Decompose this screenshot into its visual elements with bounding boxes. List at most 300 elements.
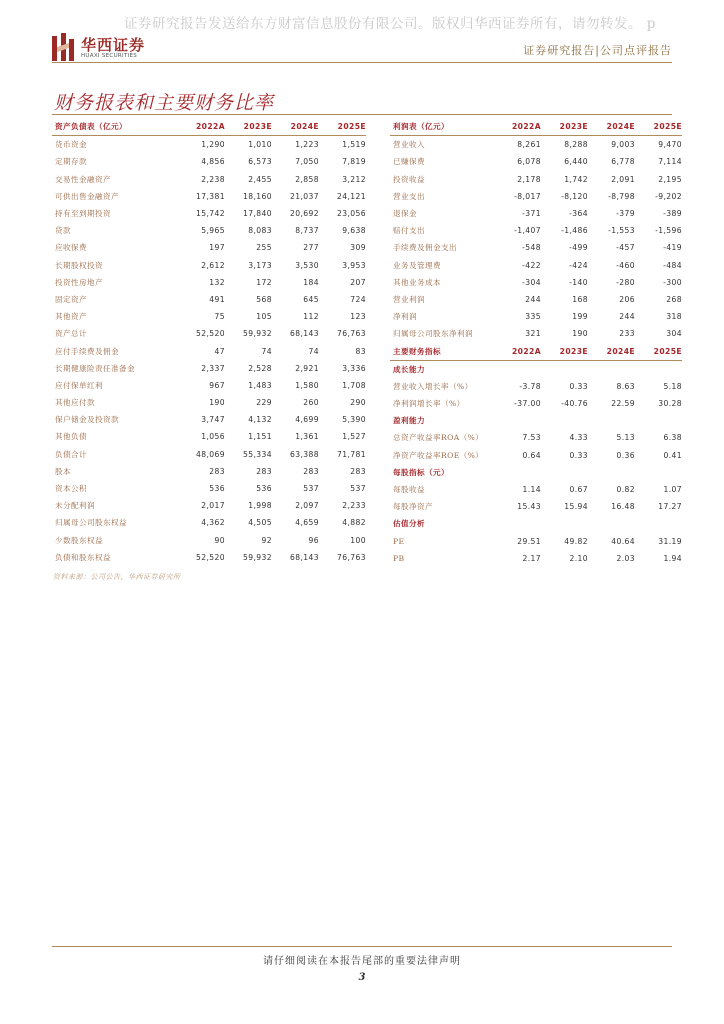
table-row [390, 378, 682, 395]
cell-value: 283 [350, 466, 366, 476]
cell-value: 6,573 [248, 157, 272, 167]
cell-value: -8,120 [561, 191, 588, 201]
cell-value: 283 [303, 466, 319, 476]
cell-value: 76,763 [337, 552, 366, 562]
cell-value: -8,798 [608, 191, 635, 201]
cell-value: 536 [209, 484, 225, 494]
cell-value: -8,017 [514, 191, 541, 201]
row-label: PB [393, 553, 405, 563]
row-label: 总资产收益率ROA（%） [393, 433, 484, 443]
table-row [52, 428, 366, 445]
cell-value: -379 [616, 209, 635, 219]
footer-divider [52, 946, 672, 947]
cell-value: 3,530 [295, 260, 319, 270]
cell-value: 0.36 [616, 450, 635, 460]
table-row [52, 136, 366, 154]
cell-value: 7,819 [342, 157, 366, 167]
cell-value: 2,921 [295, 363, 319, 373]
cell-value: 40.64 [611, 536, 635, 546]
table-row [52, 411, 366, 428]
legal-disclaimer: 请仔细阅读在本报告尾部的重要法律声明 [263, 956, 461, 967]
cell-value: 2023E [541, 342, 588, 360]
cell-value: 30.28 [658, 399, 682, 409]
cell-value: -37.00 [514, 399, 541, 409]
cell-value: 1,483 [248, 380, 272, 390]
row-label: 业务及管理费 [393, 260, 441, 270]
cell-value: 0.82 [616, 485, 635, 495]
cell-value: 335 [525, 312, 541, 322]
table-row [390, 153, 682, 170]
cell-value: 7,114 [658, 157, 682, 167]
cell-value: 112 [303, 312, 319, 322]
table-row [390, 429, 682, 446]
row-label: 其他应付款 [55, 398, 95, 408]
cell-value: -140 [569, 277, 588, 287]
row-label: 长期股权投资 [55, 260, 103, 270]
row-label: 其他业务成本 [393, 277, 441, 287]
row-label: 可供出售金融资产 [55, 191, 119, 201]
row-label: 应收保费 [55, 243, 87, 253]
cell-value: 18,160 [243, 191, 272, 201]
row-label: 归属母公司股东净利润 [393, 329, 473, 339]
watermark-text: 证券研究报告发送给东方财富信息股份有限公司。版权归华西证券所有，请勿转发。 p [124, 16, 656, 32]
cell-value: 17,381 [196, 191, 225, 201]
cell-value: 23,056 [337, 209, 366, 219]
table-row [52, 171, 366, 188]
cell-value: 233 [619, 329, 635, 339]
cell-value: 491 [209, 294, 225, 304]
table-row [52, 463, 366, 480]
page-number: 3 [358, 972, 366, 983]
cell-value: 2023E [541, 118, 588, 136]
cell-value: 90 [214, 535, 225, 545]
cell-value: 2.10 [569, 553, 588, 563]
cell-value: 100 [350, 535, 366, 545]
row-label: PE [393, 536, 405, 546]
table-row [390, 171, 682, 188]
cell-value: 0.41 [663, 450, 682, 460]
table-row [52, 205, 366, 222]
cell-value: 6.38 [663, 433, 682, 443]
table-header [52, 118, 366, 136]
table-row [390, 188, 682, 205]
section-label: 成长能力 [393, 364, 425, 374]
cell-value: 16.48 [611, 502, 635, 512]
section-label: 每股指标（元） [393, 467, 449, 477]
cell-value: 568 [256, 294, 272, 304]
cell-value: 168 [572, 294, 588, 304]
row-label: 营业收入增长率（%） [393, 381, 473, 391]
row-label: 利润表（亿元） [390, 118, 494, 136]
table-header [390, 118, 682, 136]
cell-value: 197 [209, 243, 225, 253]
cell-value: 2,238 [201, 174, 225, 184]
row-label: 应付保单红利 [55, 380, 103, 390]
cell-value: 55,334 [243, 449, 272, 459]
table-row [52, 274, 366, 291]
row-label: 净利润增长率（%） [393, 399, 465, 409]
row-label: 应付手续费及佣金 [55, 346, 119, 356]
cell-value: 83 [355, 346, 366, 356]
row-label: 赔付支出 [393, 226, 425, 236]
cell-value: 96 [308, 535, 319, 545]
cell-value: -364 [569, 209, 588, 219]
cell-value: 6,078 [517, 157, 541, 167]
table-row [52, 342, 366, 359]
row-label: 营业支出 [393, 191, 425, 201]
cell-value: -300 [663, 277, 682, 287]
cell-value: 2,017 [201, 501, 225, 511]
cell-value: -1,596 [655, 226, 682, 236]
cell-value: 537 [303, 484, 319, 494]
table-row [52, 291, 366, 308]
cell-value: 2,337 [201, 363, 225, 373]
table-row [390, 498, 682, 515]
logo-chinese-name: 华西证券 [81, 36, 146, 54]
cell-value: 20,692 [290, 209, 319, 219]
table-row [52, 394, 366, 411]
cell-value: 8.63 [616, 381, 635, 391]
cell-value: -280 [616, 277, 635, 287]
row-label: 固定资产 [55, 294, 87, 304]
row-label: 保户储金及投资款 [55, 415, 119, 425]
cell-value: 6,778 [611, 157, 635, 167]
table-row [390, 136, 682, 154]
cell-value: 7.53 [522, 433, 541, 443]
row-label: 持有至到期投资 [55, 209, 111, 219]
row-label: 每股收益 [393, 485, 425, 495]
company-logo [52, 33, 162, 63]
row-label: 负债和股东权益 [55, 552, 111, 562]
cell-value: 309 [350, 243, 366, 253]
row-label: 其他负债 [55, 432, 87, 442]
cell-value: 537 [350, 484, 366, 494]
cell-value: 2,455 [248, 174, 272, 184]
cell-value: -484 [663, 260, 682, 270]
cell-value: -424 [569, 260, 588, 270]
section-label: 盈利能力 [393, 416, 425, 426]
cell-value: -389 [663, 209, 682, 219]
cell-value: 1,223 [295, 140, 319, 150]
cell-value: 1,708 [342, 380, 366, 390]
cell-value: 5.18 [663, 381, 682, 391]
section-row [390, 360, 682, 378]
table-row [390, 550, 682, 567]
cell-value: 206 [619, 294, 635, 304]
cell-value: 2.17 [522, 553, 541, 563]
cell-value: 3,747 [201, 415, 225, 425]
cell-value: 59,932 [243, 329, 272, 339]
row-label: 资产总计 [55, 329, 87, 339]
cell-value: 52,520 [196, 552, 225, 562]
cell-value: 4,362 [201, 518, 225, 528]
cell-value: 17.27 [658, 502, 682, 512]
cell-value: -460 [616, 260, 635, 270]
section-row [390, 412, 682, 429]
balance-sheet-table [52, 118, 366, 566]
cell-value: 3,212 [342, 174, 366, 184]
cell-value: 63,388 [290, 449, 319, 459]
cell-value: -1,553 [608, 226, 635, 236]
cell-value: 105 [256, 312, 272, 322]
table-row [52, 480, 366, 497]
cell-value: 132 [209, 277, 225, 287]
row-label: 贷款 [55, 226, 71, 236]
cell-value: 283 [209, 466, 225, 476]
row-label: 货币资金 [55, 140, 87, 150]
table-row [390, 257, 682, 274]
cell-value: 290 [350, 398, 366, 408]
cell-value: 1,519 [342, 140, 366, 150]
cell-value: 2022A [178, 118, 225, 136]
row-label: 投资性房地产 [55, 277, 103, 287]
table-row [390, 481, 682, 498]
cell-value: 1,527 [342, 432, 366, 442]
cell-value: 4,856 [201, 157, 225, 167]
row-label: 营业利润 [393, 294, 425, 304]
cell-value: -1,407 [514, 226, 541, 236]
cell-value: 190 [209, 398, 225, 408]
cell-value: 2,195 [658, 174, 682, 184]
cell-value: 2,612 [201, 260, 225, 270]
cell-value: 0.67 [569, 485, 588, 495]
cell-value: 15.94 [564, 502, 588, 512]
cell-value: -371 [522, 209, 541, 219]
row-label: 归属母公司股东权益 [55, 518, 127, 528]
cell-value: 2025E [319, 118, 366, 136]
cell-value: 3,336 [342, 363, 366, 373]
row-label: 资产负债表（亿元） [52, 118, 178, 136]
table-row [52, 239, 366, 256]
table-row [390, 325, 682, 342]
source-note: 资料来源：公司公告，华西证券研究所 [53, 573, 181, 581]
table-row [390, 205, 682, 222]
cell-value: 0.33 [569, 450, 588, 460]
row-label: 负债合计 [55, 449, 87, 459]
cell-value: 1,151 [248, 432, 272, 442]
cell-value: 1.14 [522, 485, 541, 495]
cell-value: 52,520 [196, 329, 225, 339]
section-title: 财务报表和主要财务比率 [54, 92, 275, 114]
logo-english-name: HUAXI SECURITIES [81, 53, 138, 59]
cell-value: 5.13 [616, 433, 635, 443]
cell-value: 304 [666, 329, 682, 339]
cell-value: 3,953 [342, 260, 366, 270]
cell-value: 277 [303, 243, 319, 253]
cell-value: 21,037 [290, 191, 319, 201]
cell-value: 1.94 [663, 553, 682, 563]
cell-value: 229 [256, 398, 272, 408]
cell-value: 68,143 [290, 552, 319, 562]
row-label: 少数股东权益 [55, 535, 103, 545]
cell-value: 172 [256, 277, 272, 287]
cell-value: 2,178 [517, 174, 541, 184]
row-label: 长期健康险责任准备金 [55, 363, 135, 373]
row-label: 股本 [55, 466, 71, 476]
cell-value: 2025E [635, 342, 682, 360]
cell-value: 4,699 [295, 415, 319, 425]
cell-value: 2,858 [295, 174, 319, 184]
cell-value: 29.51 [517, 536, 541, 546]
cell-value: 1,580 [295, 380, 319, 390]
cell-value: 4,505 [248, 518, 272, 528]
cell-value: 31.19 [658, 536, 682, 546]
cell-value: 724 [350, 294, 366, 304]
table-row [52, 549, 366, 566]
cell-value: 47 [214, 346, 225, 356]
cell-value: 15.43 [517, 502, 541, 512]
cell-value: 4,659 [295, 518, 319, 528]
table-row [390, 239, 682, 256]
cell-value: 1,998 [248, 501, 272, 511]
cell-value: 2024E [272, 118, 319, 136]
cell-value: 1,056 [201, 432, 225, 442]
cell-value: 184 [303, 277, 319, 287]
cell-value: 2024E [588, 342, 635, 360]
cell-value: 536 [256, 484, 272, 494]
table-row [52, 308, 366, 325]
cell-value: -548 [522, 243, 541, 253]
huaxi-logo-icon [52, 33, 74, 61]
cell-value: 75 [214, 312, 225, 322]
table-row [390, 533, 682, 550]
cell-value: -304 [522, 277, 541, 287]
row-label: 每股净资产 [393, 502, 433, 512]
cell-value: -457 [616, 243, 635, 253]
cell-value: 1,010 [248, 140, 272, 150]
cell-value: 8,288 [564, 140, 588, 150]
row-label: 定期存款 [55, 157, 87, 167]
cell-value: 207 [350, 277, 366, 287]
row-label: 投资收益 [393, 174, 425, 184]
table-row [52, 532, 366, 549]
cell-value: 74 [308, 346, 319, 356]
cell-value: 255 [256, 243, 272, 253]
table-row [390, 447, 682, 464]
cell-value: 2024E [588, 118, 635, 136]
cell-value: 321 [525, 329, 541, 339]
report-type-label: 证券研究报告|公司点评报告 [523, 44, 672, 57]
cell-value: 2,091 [611, 174, 635, 184]
cell-value: 283 [256, 466, 272, 476]
cell-value: 74 [261, 346, 272, 356]
row-label: 营业收入 [393, 140, 425, 150]
table-row [52, 497, 366, 514]
section-label: 估值分析 [393, 519, 425, 529]
cell-value: 2022A [494, 342, 541, 360]
cell-value: -40.76 [561, 399, 588, 409]
cell-value: 190 [572, 329, 588, 339]
cell-value: 2,097 [295, 501, 319, 511]
table-row [52, 360, 366, 377]
cell-value: 71,781 [337, 449, 366, 459]
cell-value: 4.33 [569, 433, 588, 443]
cell-value: 9,638 [342, 226, 366, 236]
cell-value: -419 [663, 243, 682, 253]
cell-value: 9,470 [658, 140, 682, 150]
cell-value: 2,528 [248, 363, 272, 373]
cell-value: 22.59 [611, 399, 635, 409]
row-label: 手续费及佣金支出 [393, 243, 457, 253]
cell-value: 8,737 [295, 226, 319, 236]
cell-value: 5,965 [201, 226, 225, 236]
cell-value: 123 [350, 312, 366, 322]
cell-value: 318 [666, 312, 682, 322]
section-row [390, 464, 682, 481]
cell-value: 92 [261, 535, 272, 545]
row-label: 净利润 [393, 312, 417, 322]
cell-value: 4,132 [248, 415, 272, 425]
cell-value: 68,143 [290, 329, 319, 339]
section-row [390, 515, 682, 532]
table-row [390, 308, 682, 325]
cell-value: 0.64 [522, 450, 541, 460]
cell-value: -1,486 [561, 226, 588, 236]
ratios-header [390, 342, 682, 360]
cell-value: 244 [525, 294, 541, 304]
cell-value: 3,173 [248, 260, 272, 270]
cell-value: 8,083 [248, 226, 272, 236]
cell-value: 0.33 [569, 381, 588, 391]
cell-value: 260 [303, 398, 319, 408]
cell-value: 49.82 [564, 536, 588, 546]
table-row [390, 395, 682, 412]
cell-value: 2023E [225, 118, 272, 136]
table-row [52, 446, 366, 463]
cell-value: 967 [209, 380, 225, 390]
title-divider [52, 114, 672, 115]
row-label: 交易性金融资产 [55, 174, 111, 184]
cell-value: 2022A [494, 118, 541, 136]
row-label: 资本公积 [55, 484, 87, 494]
cell-value: 15,742 [196, 209, 225, 219]
row-label: 主要财务指标 [390, 342, 494, 360]
table-row [52, 153, 366, 170]
table-row [52, 188, 366, 205]
cell-value: 268 [666, 294, 682, 304]
table-row [390, 291, 682, 308]
cell-value: 199 [572, 312, 588, 322]
row-label: 已赚保费 [393, 157, 425, 167]
cell-value: 8,261 [517, 140, 541, 150]
cell-value: -9,202 [655, 191, 682, 201]
row-label: 其他资产 [55, 312, 87, 322]
cell-value: 6,440 [564, 157, 588, 167]
cell-value: 244 [619, 312, 635, 322]
cell-value: 9,003 [611, 140, 635, 150]
row-label: 未分配利润 [55, 501, 95, 511]
row-label: 净资产收益率ROE（%） [393, 450, 484, 460]
cell-value: 7,050 [295, 157, 319, 167]
cell-value: 17,840 [243, 209, 272, 219]
header-divider [52, 62, 672, 63]
cell-value: 2025E [635, 118, 682, 136]
cell-value: -422 [522, 260, 541, 270]
cell-value: 59,932 [243, 552, 272, 562]
cell-value: 24,121 [337, 191, 366, 201]
cell-value: -499 [569, 243, 588, 253]
cell-value: 1.07 [663, 485, 682, 495]
table-row [52, 222, 366, 239]
cell-value: 48,069 [196, 449, 225, 459]
table-row [390, 274, 682, 291]
table-row [390, 222, 682, 239]
cell-value: 1,361 [295, 432, 319, 442]
cell-value: 2,233 [342, 501, 366, 511]
income-statement-table [390, 118, 682, 567]
cell-value: 76,763 [337, 329, 366, 339]
cell-value: 5,390 [342, 415, 366, 425]
